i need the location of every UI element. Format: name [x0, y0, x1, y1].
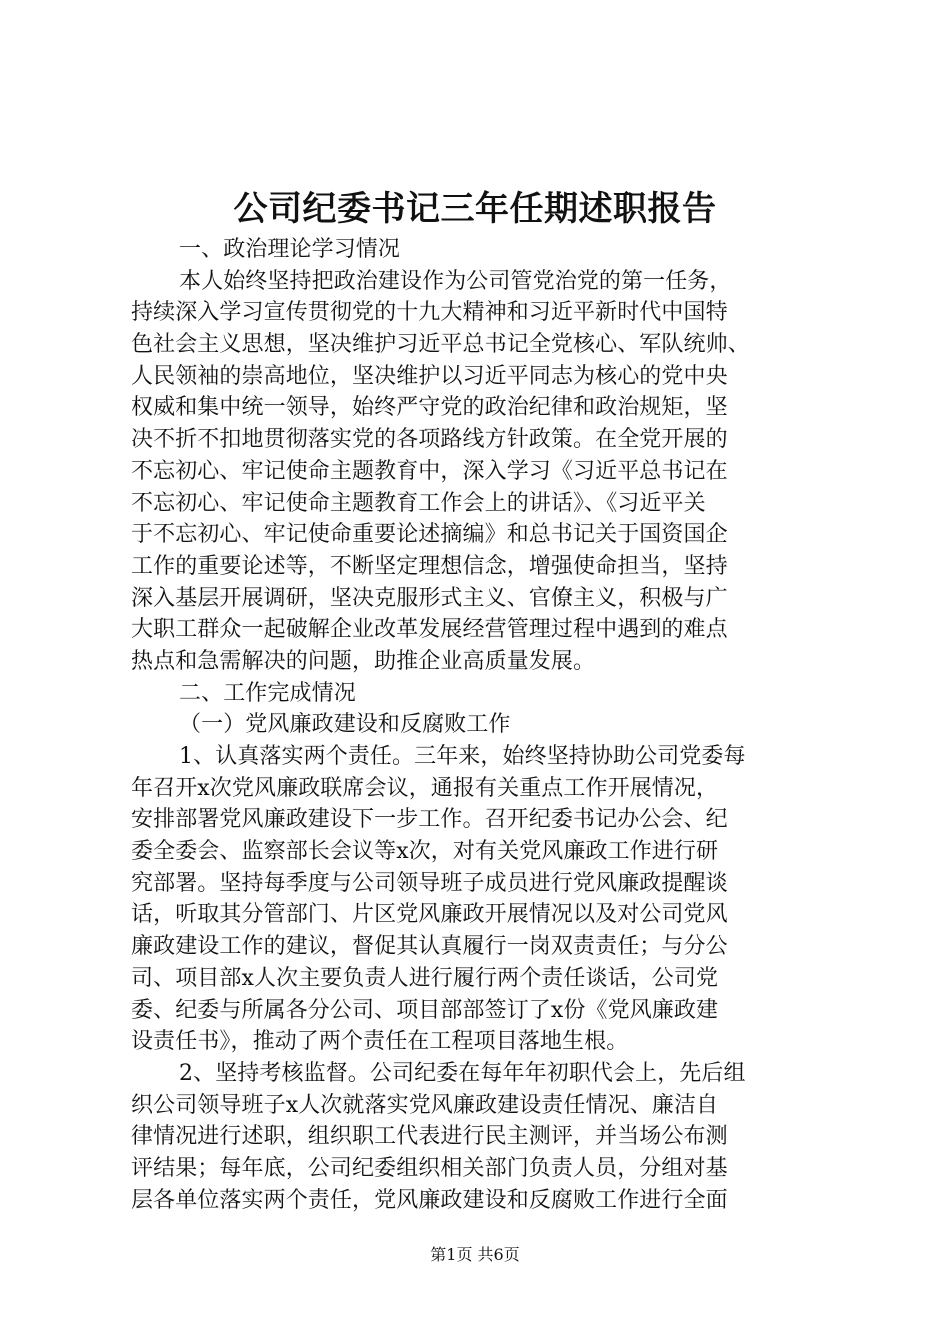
body-line: 层各单位落实两个责任，党风廉政建设和反腐败工作进行全面 — [131, 1187, 728, 1213]
body-line: 委全委会、监察部长会议等x次，对有关党风廉政工作进行研 — [131, 839, 719, 865]
body-line: 设责任书》，推动了两个责任在工程项目落地生根。 — [131, 1029, 629, 1055]
body-line: 安排部署党风廉政建设下一步工作。召开纪委书记办公会、纪 — [131, 807, 728, 833]
body-line: 究部署。坚持每季度与公司领导班子成员进行党风廉政提醒谈 — [131, 870, 728, 896]
body-line: 深入基层开展调研，坚决克服形式主义、官僚主义，积极与广 — [131, 585, 728, 611]
document-title: 公司纪委书记三年任期述职报告 — [233, 189, 717, 229]
body-line: 二、工作完成情况 — [179, 680, 356, 706]
body-line: 于不忘初心、牢记使命重要论述摘编》和总书记关于国资国企 — [131, 522, 728, 548]
body-line: 不忘初心、牢记使命主题教育工作会上的讲话》、《习近平关 — [131, 490, 706, 516]
body-line: 本人始终坚持把政治建设作为公司管党治党的第一任务， — [179, 268, 732, 294]
body-line: 织公司领导班子x人次就落实党风廉政建设责任情况、廉洁自 — [131, 1092, 719, 1118]
body-line: 司、项目部x人次主要负责人进行履行两个责任谈话，公司党 — [131, 965, 719, 991]
body-line: 年召开x次党风廉政联席会议，通报有关重点工作开展情况， — [131, 775, 719, 801]
body-line: 1、认真落实两个责任。三年来，始终坚持协助公司党委每 — [179, 744, 746, 769]
body-line: 人民领袖的崇高地位，坚决维护以习近平同志为核心的党中央 — [131, 363, 728, 389]
body-line: 廉政建设工作的建议，督促其认真履行一岗双责责任；与分公 — [131, 934, 728, 960]
page-number: 第1页 共6页 — [430, 1245, 520, 1264]
document-body — [131, 234, 831, 1216]
body-line: 一、政治理论学习情况 — [179, 237, 401, 262]
body-line: 委、纪委与所属各分公司、项目部部签订了x份《党风廉政建 — [131, 997, 719, 1023]
body-line: 不忘初心、牢记使命主题教育中，深入学习《习近平总书记在 — [131, 458, 728, 484]
body-line: 权威和集中统一领导，始终严守党的政治纪律和政治规矩，坚 — [131, 395, 728, 421]
body-line: 评结果；每年底，公司纪委组织相关部门负责人员，分组对基 — [131, 1155, 728, 1181]
body-line: 热点和急需解决的问题，助推企业高质量发展。 — [131, 648, 596, 674]
body-line: 律情况进行述职，组织职工代表进行民主测评，并当场公布测 — [131, 1124, 728, 1150]
body-line: 话，听取其分管部门、片区党风廉政开展情况以及对公司党风 — [131, 902, 728, 928]
body-line: 工作的重要论述等，不断坚定理想信念，增强使命担当，坚持 — [131, 553, 728, 579]
body-line: 大职工群众一起破解企业改革发展经营管理过程中遇到的难点 — [131, 617, 728, 643]
body-line: 决不折不扣地贯彻落实党的各项路线方针政策。在全党开展的 — [131, 427, 728, 453]
body-line: 2、坚持考核监督。公司纪委在每年年初职代会上，先后组 — [179, 1060, 746, 1086]
body-line: 持续深入学习宣传贯彻党的十九大精神和习近平新时代中国特 — [131, 300, 728, 326]
body-line: 色社会主义思想，坚决维护习近平总书记全党核心、军队统帅、 — [131, 332, 750, 358]
body-line: （一）党风廉政建设和反腐败工作 — [179, 712, 511, 738]
